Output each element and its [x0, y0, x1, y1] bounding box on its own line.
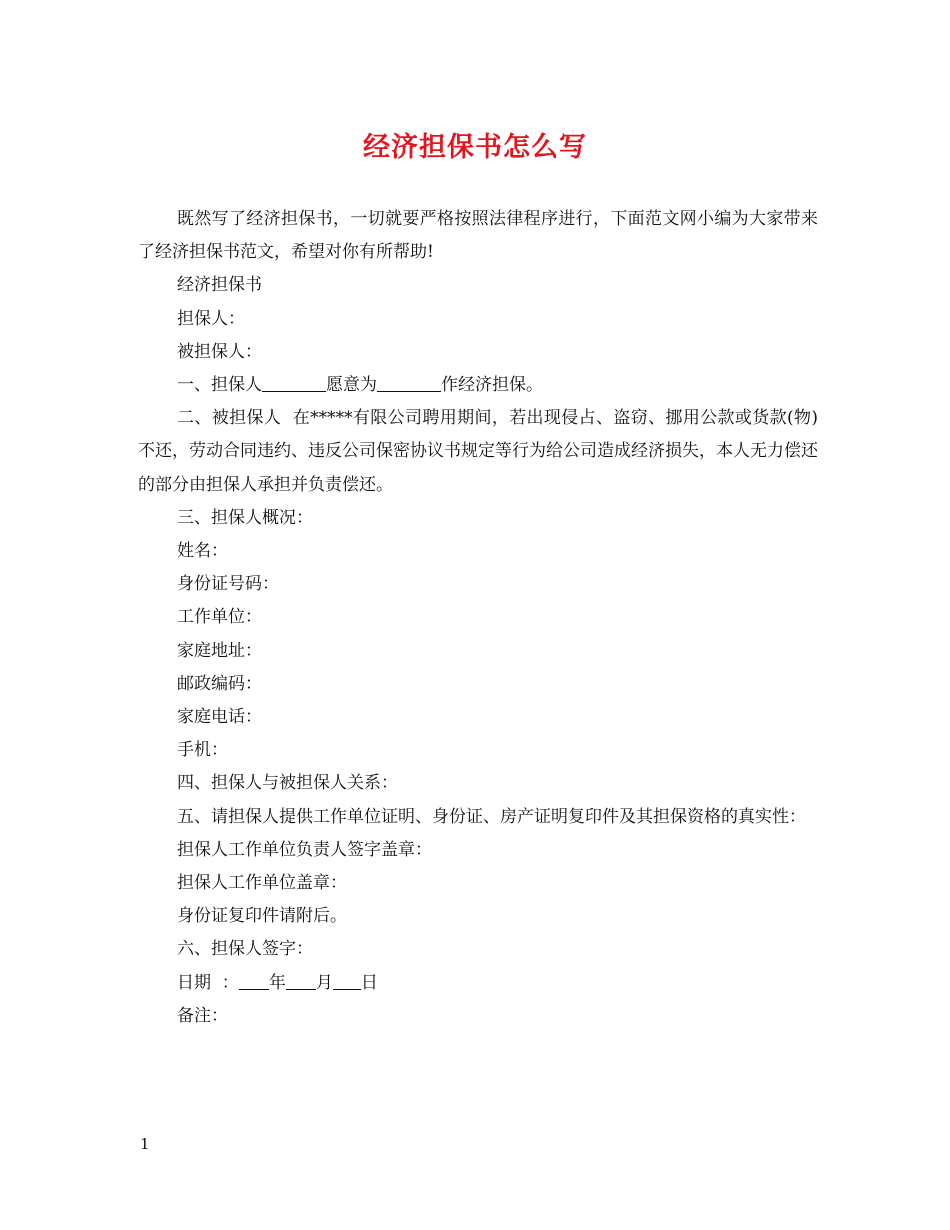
day-blank: [333, 972, 361, 990]
clause-3: 三、担保人概况：: [177, 507, 313, 528]
year-label: 年: [268, 972, 286, 993]
clause-2: 二、被担保人 在*****有限公司聘用期间，若出现侵占、盗窃、挪用公款或货款(物)不还，劳动合同违约、违反公司保密协议书规定等行为给公司造成经济损失，本人无力偿还的部分由担保人承担并负责偿还。: [138, 408, 818, 495]
field-id-number: 身份证号码：: [177, 574, 279, 595]
clause-1-part-1: 一、担保人: [177, 375, 262, 396]
unit-seal: 担保人工作单位盖章：: [177, 873, 347, 894]
clause-1-part-2: 愿意为: [326, 375, 377, 396]
clause-1: [138, 369, 818, 402]
day-label: 日: [360, 972, 378, 993]
date-label: 日期 ：: [177, 972, 239, 993]
page-number: 1: [140, 1135, 150, 1153]
month-label: 月: [315, 972, 333, 993]
field-home-address: 家庭地址：: [177, 640, 262, 661]
clause-1-part-3: 作经济担保。: [441, 375, 543, 396]
guaranteed-person-blank: [377, 374, 441, 392]
guaranteed-person-label: 被担保人：: [177, 341, 262, 362]
document-title: 经济担保书怎么写: [363, 132, 587, 163]
id-copy-note: 身份证复印件请附后。: [177, 906, 347, 927]
document-body: [138, 203, 818, 1033]
year-blank: [239, 972, 269, 990]
clause-4: 四、担保人与被担保人关系：: [177, 773, 398, 794]
field-mobile: 手机：: [177, 740, 228, 761]
clause-5: 五、请担保人提供工作单位证明、身份证、房产证明复印件及其担保资格的真实性：: [177, 806, 806, 827]
clause-6: 六、担保人签字：: [177, 939, 313, 960]
intro-paragraph: 既然写了经济担保书，一切就要严格按照法律程序进行，下面范文网小编为大家带来了经济担保书范文，希望对你有所帮助!: [138, 209, 818, 263]
field-name: 姓名：: [177, 541, 228, 562]
remarks: 备注：: [177, 1005, 228, 1026]
guarantor-blank: [262, 374, 326, 392]
date-line: [138, 967, 818, 1000]
field-postal-code: 邮政编码：: [177, 673, 262, 694]
field-home-phone: 家庭电话：: [177, 707, 262, 728]
field-work-unit: 工作单位：: [177, 607, 262, 628]
document-heading: 经济担保书: [177, 275, 262, 296]
guarantor-label: 担保人：: [177, 308, 245, 329]
month-blank: [286, 972, 316, 990]
unit-head-signature: 担保人工作单位负责人签字盖章：: [177, 839, 432, 860]
